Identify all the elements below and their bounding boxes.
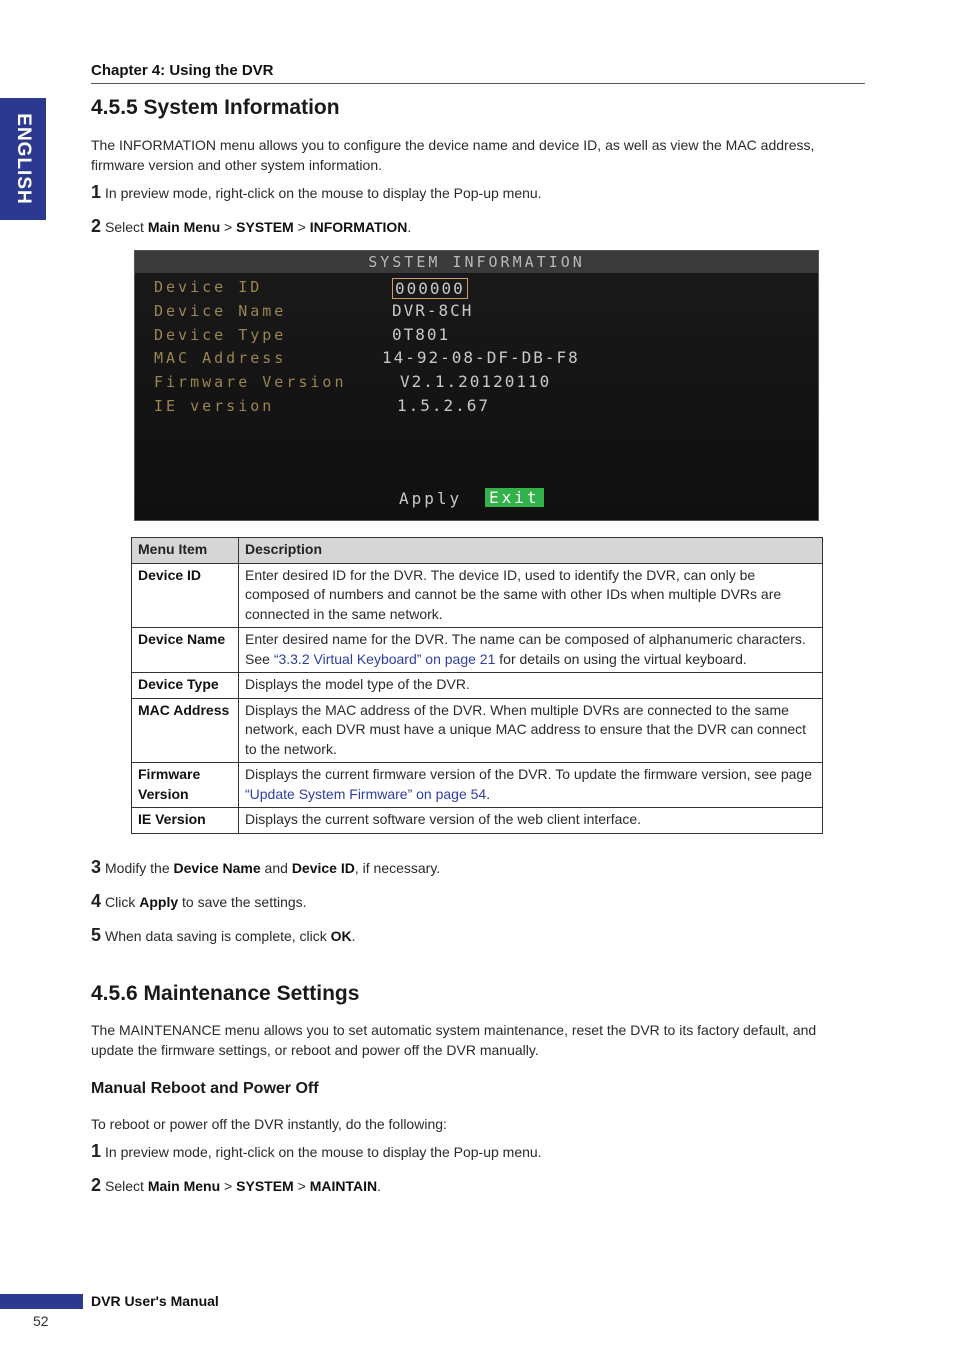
path-separator: > — [220, 219, 237, 235]
step-text: to save the settings. — [178, 894, 307, 910]
step-text: . — [351, 928, 356, 944]
description-text: Enter desired name for the DVR. The name can be composed of alphanumeric characters. See — [245, 631, 806, 667]
table-row — [132, 763, 823, 808]
row-item: MAC Address — [132, 698, 239, 763]
chapter-header: Chapter 4: Using the DVR — [91, 62, 274, 79]
menu-path-system: SYSTEM — [236, 219, 294, 235]
step-4 — [91, 891, 307, 912]
menu-path-main-menu: Main Menu — [147, 1178, 221, 1194]
maintenance-intro: The MAINTENANCE menu allows you to set automatic system maintenance, reset the DVR to its factory default, and update the firmware settings, or reboot and power off the DVR manually. — [91, 1022, 817, 1058]
virtual-keyboard-link[interactable]: “3.3.2 Virtual Keyboard” on page 21 — [273, 650, 496, 667]
menu-path-information: INFORMATION — [309, 219, 408, 235]
bold-ok: OK — [330, 928, 352, 944]
footer-manual-title: DVR User's Manual — [91, 1293, 219, 1309]
dvr-system-information-screen — [134, 250, 819, 521]
step-number: 4 — [91, 891, 102, 911]
path-separator: > — [293, 1178, 310, 1194]
step-text: Select — [105, 219, 148, 235]
screen-label-device-id: Device ID — [154, 278, 263, 296]
mac-address-value: 14-92-08-DF-DB-F8 — [382, 348, 580, 367]
footer-bar — [0, 1294, 83, 1309]
update-firmware-link[interactable]: “Update System Firmware” on page 54 — [245, 785, 487, 802]
maintenance-step-1 — [91, 1141, 542, 1162]
step-text: , if necessary. — [354, 860, 441, 876]
maintenance-step-2 — [91, 1175, 381, 1196]
row-description: Displays the current software version of the web client interface. — [239, 808, 823, 834]
bold-device-id: Device ID — [291, 860, 355, 876]
table-row — [132, 673, 823, 699]
screen-label-device-name: Device Name — [154, 302, 287, 320]
apply-button[interactable]: Apply — [399, 489, 463, 508]
description-text: . — [486, 785, 491, 802]
screen-label-firmware-version: Firmware Version — [154, 373, 347, 391]
step-text: In preview mode, right-click on the mouse to display the Pop-up menu. — [105, 185, 542, 201]
language-tab-label: ENGLISH — [13, 113, 34, 205]
step-number: 1 — [91, 1141, 102, 1161]
screen-label-mac-address: MAC Address — [154, 349, 287, 367]
step-number: 2 — [91, 216, 102, 236]
row-item: Device Name — [132, 628, 239, 673]
bold-device-name: Device Name — [173, 860, 261, 876]
step-text: In preview mode, right-click on the mouse to display the Pop-up menu. — [105, 1144, 542, 1160]
screen-label-ie-version: IE version — [154, 397, 275, 415]
device-name-field[interactable]: DVR-8CH — [392, 301, 474, 320]
section-intro: The INFORMATION menu allows you to configure the device name and device ID, as well as view the MAC address, firmware version and other system information. — [91, 137, 815, 173]
step-text: and — [260, 860, 292, 876]
language-tab — [0, 98, 46, 220]
firmware-version-value: V2.1.20120110 — [400, 372, 552, 391]
step-text: Click — [105, 894, 140, 910]
description-text: Displays the current firmware version of the DVR. To update the firmware version, see page — [245, 766, 812, 782]
step-5 — [91, 925, 356, 946]
step-number: 5 — [91, 925, 102, 945]
step-text: Modify the — [105, 860, 174, 876]
row-item: IE Version — [132, 808, 239, 834]
step-3 — [91, 857, 440, 878]
step-text: . — [407, 219, 412, 235]
menu-path-main-menu: Main Menu — [147, 219, 221, 235]
row-description: Displays the MAC address of the DVR. When multiple DVRs are connected to the same network, each DVR must have a unique MAC address to ensure that the DVR can connect to the network. — [239, 698, 823, 763]
device-type-value: 0T801 — [392, 325, 451, 344]
step-number: 3 — [91, 857, 102, 877]
page-number: 52 — [33, 1313, 49, 1329]
row-description: Displays the model type of the DVR. — [239, 673, 823, 699]
row-description — [239, 628, 823, 673]
row-description: Enter desired ID for the DVR. The device ID, used to identify the DVR, can only be composed of numbers and cannot be the same with other IDs when multiple DVRs are connected in the same network. — [239, 563, 823, 628]
menu-path-system: SYSTEM — [236, 1178, 294, 1194]
subheading-manual-reboot: Manual Reboot and Power Off — [91, 1080, 319, 1097]
column-header-menu-item: Menu Item — [132, 538, 239, 564]
table-row — [132, 808, 823, 834]
section-title-system-information: 4.5.5 System Information — [91, 96, 340, 119]
row-item: Device ID — [132, 563, 239, 628]
screen-title: SYSTEM INFORMATION — [135, 251, 818, 273]
row-item: Device Type — [132, 673, 239, 699]
step-text: When data saving is complete, click — [105, 928, 331, 944]
path-separator: > — [220, 1178, 237, 1194]
ie-version-value: 1.5.2.67 — [397, 396, 491, 415]
column-header-description: Description — [239, 538, 823, 564]
row-item: Firmware Version — [132, 763, 239, 808]
path-separator: > — [293, 219, 310, 235]
table-header-row — [132, 538, 823, 564]
table-row — [132, 698, 823, 763]
step-1 — [91, 182, 542, 203]
step-text: . — [377, 1178, 381, 1194]
reboot-intro: To reboot or power off the DVR instantly, do the following: — [91, 1116, 447, 1132]
step-number: 2 — [91, 1175, 102, 1195]
section-title-maintenance-settings: 4.5.6 Maintenance Settings — [91, 982, 360, 1005]
table-row — [132, 628, 823, 673]
row-description — [239, 763, 823, 808]
menu-path-maintain: MAINTAIN — [309, 1178, 378, 1194]
table-row — [132, 563, 823, 628]
header-rule — [91, 83, 865, 84]
menu-item-table — [131, 537, 823, 834]
step-2 — [91, 216, 411, 237]
device-id-field[interactable]: 000000 — [392, 278, 468, 299]
bold-apply: Apply — [139, 894, 179, 910]
exit-button[interactable]: Exit — [485, 488, 544, 507]
step-text: Select — [105, 1178, 148, 1194]
step-number: 1 — [91, 182, 102, 202]
description-text: for details on using the virtual keyboard. — [495, 650, 747, 667]
screen-label-device-type: Device Type — [154, 326, 287, 344]
